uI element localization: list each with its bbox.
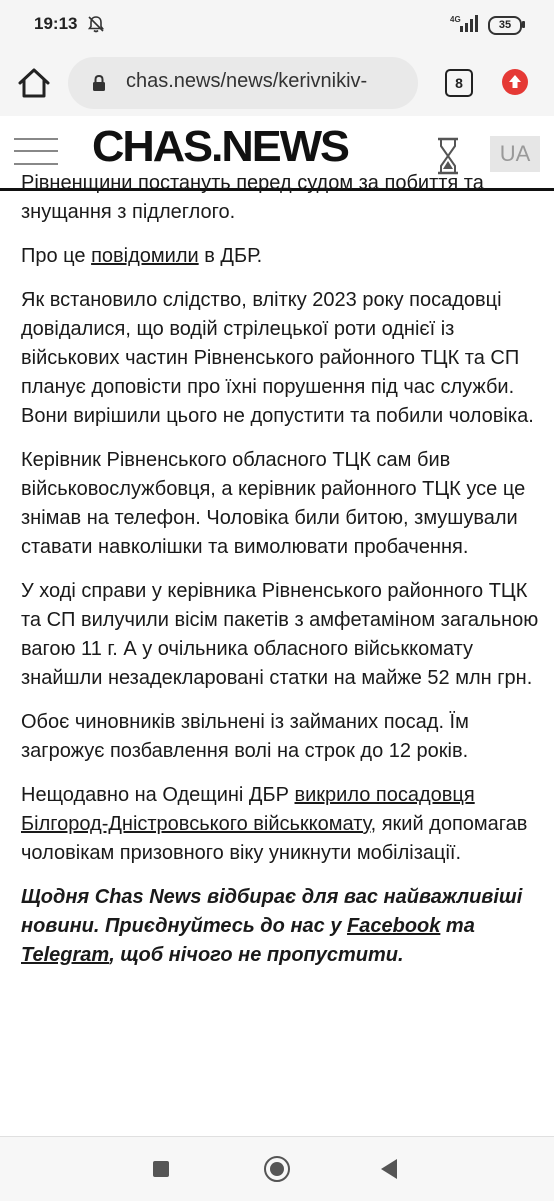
source-link[interactable]: повідомили bbox=[91, 245, 199, 267]
battery-level: 35 bbox=[498, 19, 512, 31]
network-type: 4G bbox=[450, 15, 461, 24]
lock-icon bbox=[92, 75, 106, 91]
article-paragraph: Обоє чиновників звільнені із займаних посад. Їм загрожує позбавлення волі на строк до 12 років. bbox=[21, 711, 469, 762]
update-icon[interactable] bbox=[502, 69, 528, 95]
text: Нещодавно на Одещині ДБР bbox=[21, 784, 295, 806]
article-paragraph: Керівник Рівненського обласного ТЦК сам бив військовослужбовця, а керівник районного ТЦК усе це знімав на телефон. Чоловіка били битою, змушували ставати навколішки та вимолювати пробачення. bbox=[21, 449, 526, 558]
related-article-link[interactable]: викрило посадовця Білгород-Дністровського військкомату bbox=[21, 784, 475, 835]
facebook-link[interactable]: Facebook bbox=[347, 915, 441, 937]
telegram-link[interactable]: Telegram bbox=[21, 944, 110, 966]
url-text[interactable]: chas.news/news/kerivnikiv- bbox=[126, 70, 368, 92]
recents-icon[interactable] bbox=[153, 1161, 169, 1177]
article-content bbox=[0, 172, 554, 1136]
article-paragraph: Як встановило слідство, влітку 2023 року посадовці довідалися, що водій стрілецької роти однієї із військових частин Рівненського районного ТЦК та СП планує доповісти про їхні порушення під час служби. Вони вирішили цього не допустити та побили чоловіка. bbox=[21, 289, 534, 427]
article-paragraph bbox=[21, 242, 541, 271]
subscribe-promo bbox=[21, 883, 541, 970]
system-navigation-bar bbox=[0, 1136, 554, 1201]
address-bar[interactable] bbox=[68, 57, 418, 109]
battery-tip bbox=[522, 21, 525, 28]
battery-icon bbox=[488, 16, 522, 35]
home-circle-icon[interactable] bbox=[264, 1156, 290, 1182]
language-button[interactable]: UA bbox=[490, 136, 540, 172]
muted-bell-icon bbox=[86, 14, 106, 34]
article-paragraph: У ході справи у керівника Рівненського районного ТЦК та СП вилучили вісім пакетів з амфетаміном загальною вагою 11 г. А у очільника обласного військкомату знайшли незадекларовані статки на майже 52 млн грн. bbox=[21, 580, 539, 689]
signal-icon bbox=[456, 14, 480, 32]
browser-toolbar bbox=[0, 50, 554, 116]
home-icon[interactable] bbox=[14, 65, 54, 101]
article-paragraph bbox=[21, 781, 541, 868]
text: Щодня Chas News відбирає для вас найважливіші новини. Приєднуйтесь до нас у bbox=[21, 886, 523, 937]
text: Про це bbox=[21, 245, 92, 267]
text: , щоб нічого не пропустити. bbox=[109, 944, 404, 966]
status-time: 19:13 bbox=[34, 14, 78, 33]
status-bar bbox=[0, 0, 554, 50]
text: та bbox=[440, 915, 475, 937]
article-body bbox=[21, 169, 541, 985]
text: в ДБР. bbox=[198, 245, 263, 267]
back-icon[interactable] bbox=[381, 1159, 397, 1179]
text: , який допомагав чоловікам призовного віку уникнути мобілізації. bbox=[21, 813, 528, 864]
tab-switcher-button[interactable]: 8 bbox=[445, 69, 473, 97]
article-paragraph: Рівненщини постануть перед судом за побиття та знущання з підлеглого. bbox=[21, 172, 484, 223]
menu-icon[interactable] bbox=[14, 136, 58, 166]
site-logo[interactable]: CHAS.NEWS bbox=[92, 122, 348, 171]
